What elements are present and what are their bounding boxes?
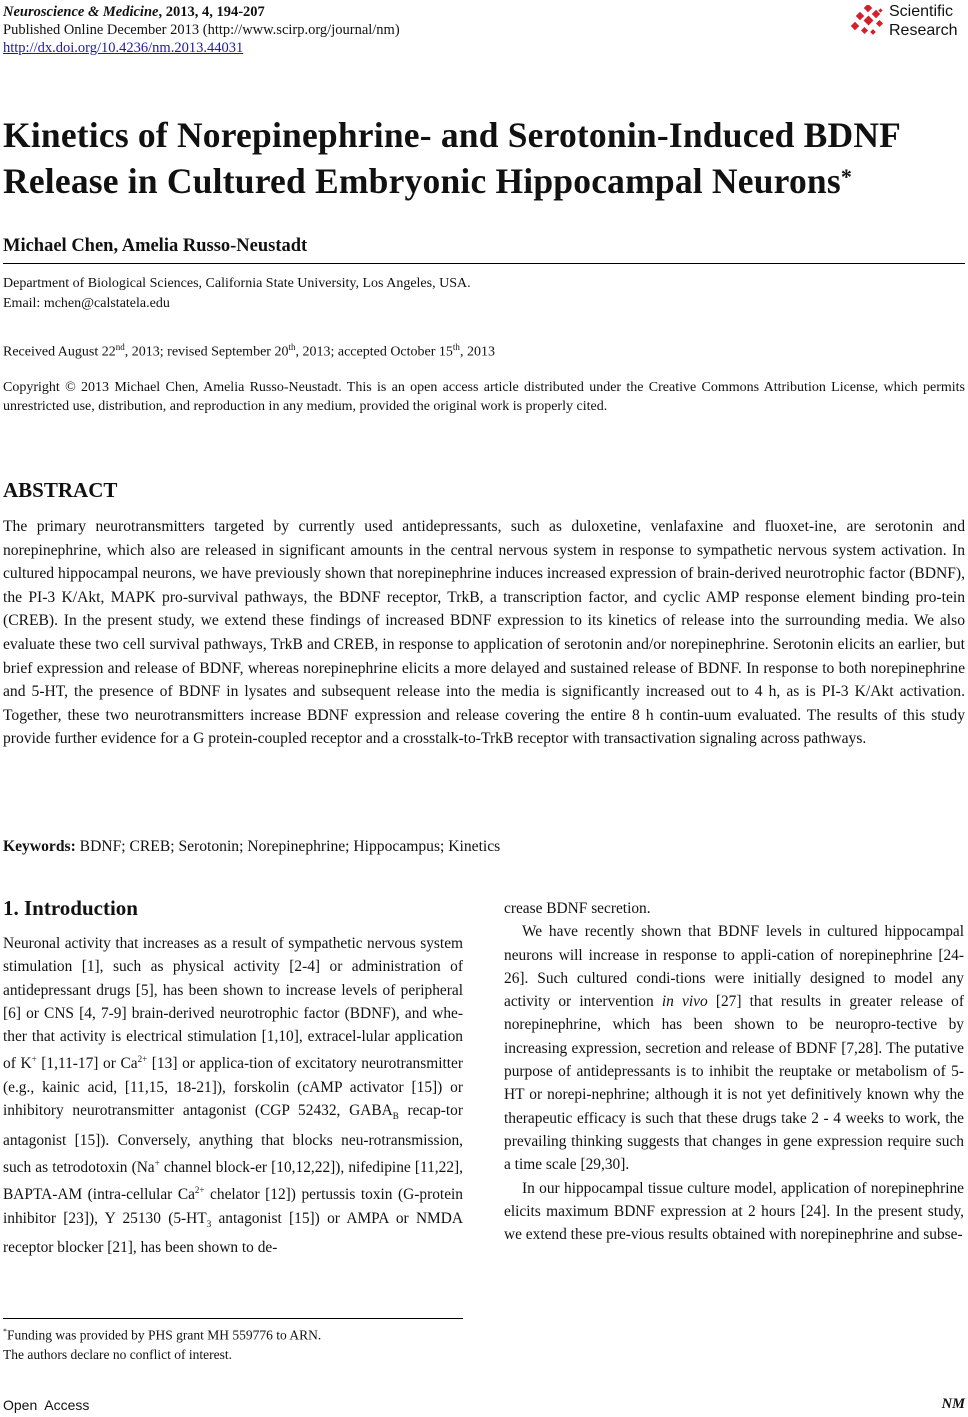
funding-footnote: *Funding was provided by PHS grant MH 559776 to ARN. — [3, 1327, 322, 1343]
intro-paragraph-2: We have recently shown that BDNF levels in cultured hippocampal neurons will increase in response to appli-cation of norepinephrine [24-26]. Such cultured condi-tions were initially designed to model any activity or intervention in vivo [27] that results in greater release of norepinephrine, which has been shown to be neuropro-tective by increasing expression, secretion and release of BDNF [7,28]. The putative purpose of antidepressants is to inhibit the reuptake or metabolism of 5-HT or norepi-nephrine; although it is not yet definitively known why the therapeutic efficacy is such that these drugs take 2 - 4 weeks to work, the prevailing thinking suggests that changes in gene expression require such a time scale [29,30]. — [504, 923, 965, 1174]
logo-text: Scientific Research — [889, 3, 958, 39]
abstract-heading: ABSTRACT — [3, 478, 118, 502]
affiliation: Department of Biological Sciences, California State University, Los Angeles, USA. — [3, 276, 471, 291]
intro-right-column — [504, 897, 964, 1246]
intro-paragraph-1: Neuronal activity that increases as a result of sympathetic nervous system stimulation [1], such as physical activity [2-4] or administration of antidepressant drugs [5], has been shown to increase levels of peripheral [6] or CNS [4, 7-9] brain-derived neurotrophic factor (BDNF), and whe-ther that activity is electrical stimulation [1,10], extracel-lular application of K+ [1,11-17] or $Ca^{2+}$ [13] or applica-tion of excitatory neurotransmitter (e.g., kainic acid, [11,15, 18-21]), forskolin (cAMP activator [15]) or inhibitory neurotransmitter antagonist (CGP 52432, $GABA_B$ recap-tor antagonist [15]). Conversely, anything that blocks neu-rotransmission, such as tetrodotoxin (Na+ channel block-er [10,12,22]), nifedipine [11,22], BAPTA-AM (intra-cellular $Ca^{2+}$ chelator [12]) pertussis toxin (G-protein inhibitor [23]), Y 25130 ($5-HT_3$ antagonist [15]) or AMPA or NMDA receptor blocker [21], has been shown to de- — [3, 935, 463, 1257]
conflict-footnote: The authors declare no conflict of interest. — [3, 1346, 233, 1362]
title-rule — [3, 263, 965, 264]
journal-citation — [3, 3, 400, 21]
logo-mark-icon — [849, 5, 889, 41]
section-heading-introduction: 1. Introduction — [3, 896, 138, 920]
intro-paragraph-continued: crease BDNF secretion. — [504, 900, 651, 917]
footnote-rule — [3, 1318, 463, 1319]
title-footnote-mark: * — [840, 164, 853, 189]
article-title: Kinetics of Norepinephrine- and Serotonin-Induced BDNF Release in Cultured Embryonic Hippocampal Neurons* — [3, 115, 902, 201]
published-online: Published Online December 2013 (http://www.scirp.org/journal/nm) — [3, 22, 400, 38]
email: Email: mchen@calstatela.edu — [3, 296, 170, 311]
received-dates: Received August 22nd, 2013; revised September 20th, 2013; accepted October 15th, 2013 — [3, 342, 495, 360]
journal-header — [3, 3, 400, 57]
abstract-text: The primary neurotransmitters targeted by currently used antidepressants, such as duloxetine, venlafaxine and fluoxet-ine, are serotonin and norepinephrine, which also are released in significant amounts in the central nervous system in response to sympathetic nervous system activation. In cultured hippocampal neurons, we have previously shown that norepinephrine induces increased expression of brain-derived neurotrophic factor (BDNF), the PI-3 K/Akt, MAPK pro-survival pathways, the BDNF receptor, TrkB, a transcription factor, and cyclic AMP response element binding pro-tein (CREB). In the present study, we extend these findings of increased BDNF expression to its kinetics of release into the surrounding media. We also evaluate these two cell survival pathways, TrkB and CREB, in response to application of serotonin and/or norepinephrine. Serotonin elicits an earlier, but brief expression and release of BDNF, whereas norepinephrine elicits a more delayed and sustained release of BDNF. In response to both norepinephrine and 5-HT, the presence of BDNF in lysates and subsequent release into the media is significantly increased out to 4 h, as is PI-3 K/Akt activation. Together, these two neurotransmitters increase BDNF expression and release covering the entire 8 h contin-uum evaluated. The results of this study provide further evidence for a G protein-coupled receptor and a crosstalk-to-TrkB receptor with transactivation signaling across pathways. — [3, 518, 965, 748]
copyright-notice: Copyright © 2013 Michael Chen, Amelia Russo-Neustadt. This is an open access article distributed under the Creative Commons Attribution License, which permits unrestricted use, distribution, and reproduction in any medium, provided the original work is properly cited. — [3, 380, 965, 414]
footer-journal-abbrev: NM — [941, 1396, 965, 1412]
intro-paragraph-3: In our hippocampal tissue culture model, application of norepinephrine elicits maximum BDNF expression at 2 hours [24]. In the present study, we extend these pre-vious results obtained with norepinephrine and subse- — [504, 1179, 964, 1244]
doi-link[interactable]: http://dx.doi.org/10.4236/nm.2013.44031 — [3, 40, 244, 56]
scientific-research-logo — [849, 2, 967, 44]
keywords — [3, 838, 500, 856]
journal-name: Neuroscience & Medicine — [3, 4, 159, 20]
keywords-label: Keywords: — [3, 838, 76, 855]
footnotes — [3, 1322, 321, 1364]
footer-open-access: Open Access — [3, 1397, 90, 1413]
keywords-list: BDNF; CREB; Serotonin; Norepinephrine; Hippocampus; Kinetics — [75, 838, 501, 855]
intro-left-column — [3, 932, 463, 1259]
journal-issue: , 2013, 4, 194-207 — [158, 4, 265, 20]
authors: Michael Chen, Amelia Russo-Neustadt — [3, 236, 308, 256]
